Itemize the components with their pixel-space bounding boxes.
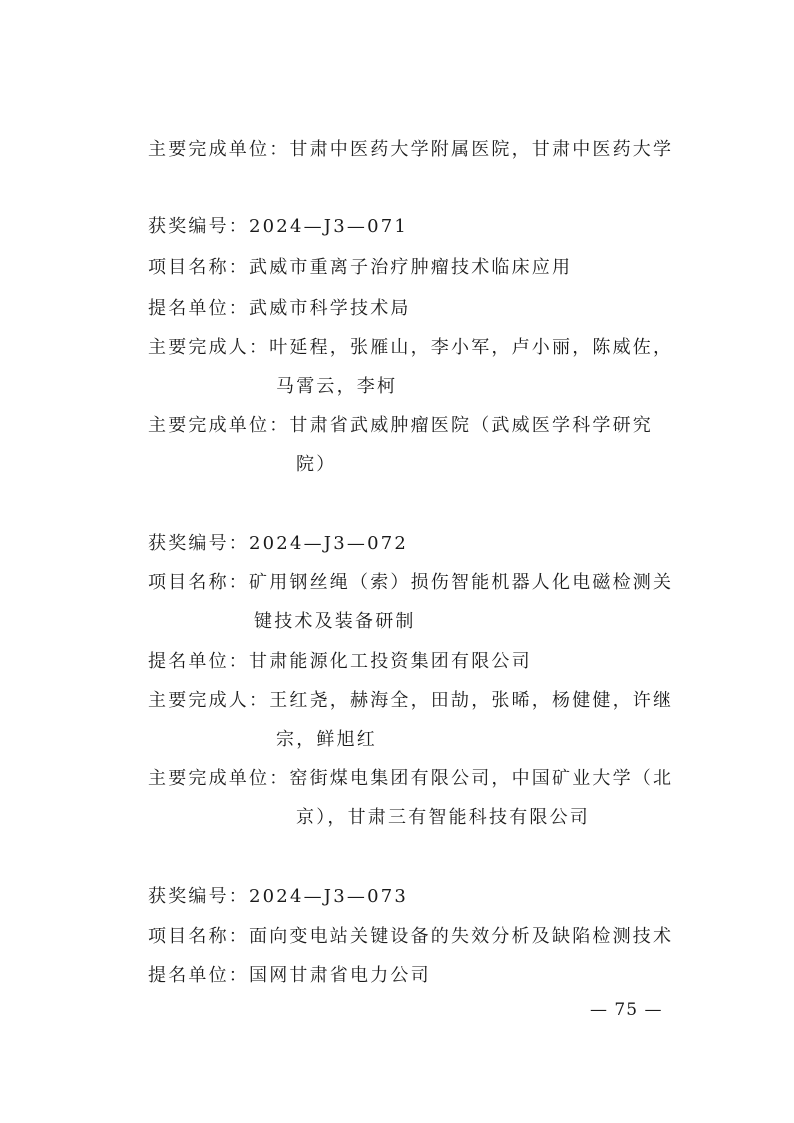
project-name-073: 项目名称：面向变电站关键设备的失效分析及缺陷检测技术: [148, 926, 674, 947]
project-name-072-cont: 键技术及装备研制: [254, 611, 416, 632]
main-persons-071: 主要完成人：叶延程，张雁山，李小军，卢小丽，陈威佐，: [148, 337, 674, 358]
award-number-071: 获奖编号：2024—J3—071: [148, 216, 409, 237]
main-unit-072: 主要完成单位：窑街煤电集团有限公司，中国矿业大学（北: [148, 768, 674, 789]
nominating-unit-071: 提名单位：武威市科学技术局: [148, 298, 411, 319]
main-persons-072: 主要完成人：王红尧，赫海全，田劼，张晞，杨健健，许继: [148, 690, 674, 711]
main-persons-072-cont: 宗，鲜旭红: [276, 729, 377, 750]
project-name-071: 项目名称：武威市重离子治疗肿瘤技术临床应用: [148, 257, 573, 278]
main-unit-071: 主要完成单位：甘肃省武威肿瘤医院（武威医学科学研究: [148, 415, 653, 436]
main-unit-071-cont: 院）: [296, 454, 337, 475]
project-name-072: 项目名称：矿用钢丝绳（索）损伤智能机器人化电磁检测关: [148, 572, 674, 593]
main-unit-line: 主要完成单位：甘肃中医药大学附属医院，甘肃中医药大学: [148, 139, 674, 160]
award-number-073: 获奖编号：2024—J3—073: [148, 886, 409, 907]
award-number-072: 获奖编号：2024—J3—072: [148, 533, 409, 554]
main-unit-072-cont: 京），甘肃三有智能科技有限公司: [296, 807, 590, 828]
nominating-unit-072: 提名单位：甘肃能源化工投资集团有限公司: [148, 651, 532, 672]
main-persons-071-cont: 马霄云，李柯: [276, 376, 398, 397]
page-number: — 75 —: [590, 1000, 663, 1020]
nominating-unit-073: 提名单位：国网甘肃省电力公司: [148, 965, 431, 986]
